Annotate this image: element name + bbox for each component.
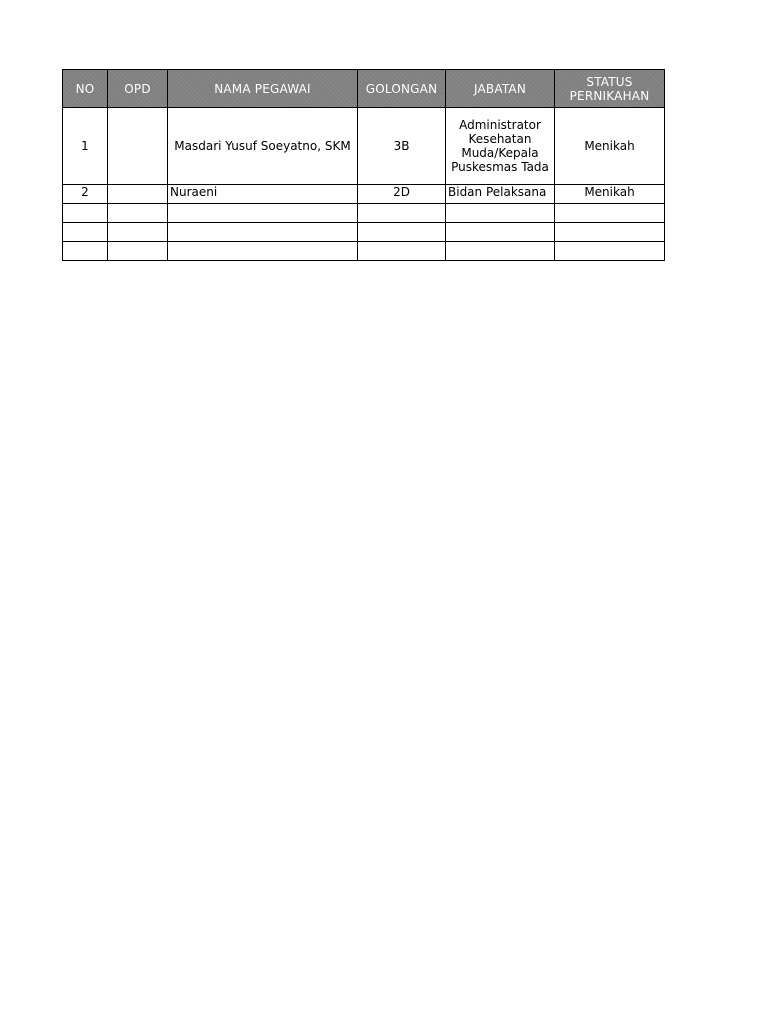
cell-opd [108,204,168,223]
cell-no [63,204,108,223]
cell-golongan: 3B [358,108,446,185]
table-row [63,204,665,223]
header-row [63,70,665,108]
cell-no [63,223,108,242]
header-no: NO [63,70,108,108]
table-row [63,223,665,242]
cell-no [63,242,108,261]
cell-opd [108,185,168,204]
table-row [63,242,665,261]
table-body [63,108,665,261]
cell-jabatan [446,204,555,223]
table-row [63,108,665,185]
cell-opd [108,242,168,261]
cell-jabatan [446,223,555,242]
cell-golongan [358,242,446,261]
employee-table [62,69,665,261]
cell-nama-pegawai [168,204,358,223]
header-opd: OPD [108,70,168,108]
cell-jabatan: Administrator Kesehatan Muda/Kepala Puskesmas Tada [446,108,555,185]
table-header [63,70,665,108]
header-status-pernikahan: STATUS PERNIKAHAN [555,70,665,108]
cell-golongan [358,204,446,223]
cell-nama-pegawai [168,242,358,261]
cell-opd [108,223,168,242]
cell-golongan: 2D [358,185,446,204]
table-row [63,185,665,204]
cell-jabatan: Bidan Pelaksana [446,185,555,204]
header-nama-pegawai: NAMA PEGAWAI [168,70,358,108]
cell-no: 2 [63,185,108,204]
cell-jabatan [446,242,555,261]
cell-status-pernikahan [555,204,665,223]
cell-nama-pegawai: Masdari Yusuf Soeyatno, SKM [168,108,358,185]
cell-no: 1 [63,108,108,185]
cell-status-pernikahan [555,223,665,242]
cell-opd [108,108,168,185]
cell-nama-pegawai [168,223,358,242]
header-jabatan: JABATAN [446,70,555,108]
cell-status-pernikahan: Menikah [555,108,665,185]
cell-golongan [358,223,446,242]
header-golongan: GOLONGAN [358,70,446,108]
cell-nama-pegawai: Nuraeni [168,185,358,204]
cell-status-pernikahan: Menikah [555,185,665,204]
cell-status-pernikahan [555,242,665,261]
